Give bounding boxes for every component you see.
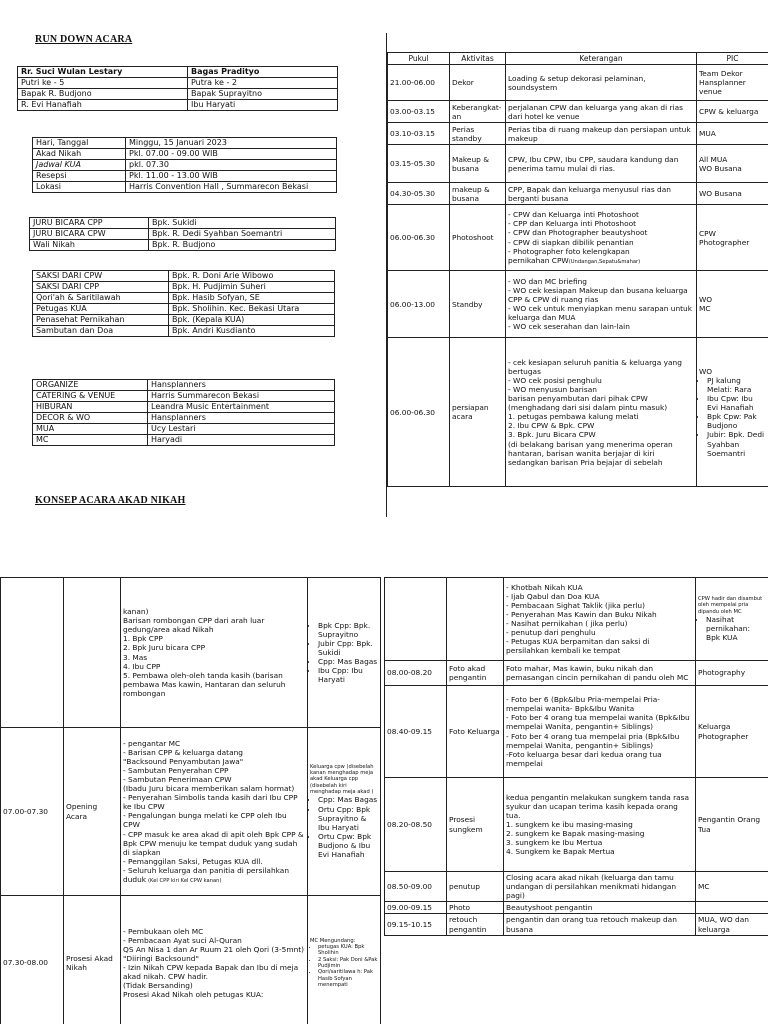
description-cell: [506, 205, 697, 271]
lower-right-row: [385, 902, 768, 914]
description-line: - Penyerahan Mas Kawin dan Buku Nikah: [506, 609, 657, 619]
time-cell: 03.10-03.15: [388, 123, 450, 145]
event-row: [33, 160, 337, 171]
pic-note: Keluarga cpw (disebelah kanan menghadap meja akad Keluarga cpp (disebelah kiri menghadap meja akad ): [310, 763, 374, 796]
description-line: "Diiringi Backsound": [123, 953, 199, 963]
description-note: (Undangan,Sepatu&mahar): [568, 258, 641, 265]
description-line: - Ijab Qabul dan Doa KUA: [506, 591, 600, 601]
description-line: Loading & setup dekorasi pelaminan, soundsystem: [508, 73, 646, 92]
vendor-row: [33, 380, 335, 391]
vendor-row: [33, 402, 335, 413]
description-line: - WO dan MC briefing: [508, 276, 587, 286]
speaker-row: [30, 240, 336, 251]
vendor-label: ORGANIZE: [33, 380, 148, 391]
speaker-value: Bpk. R. Dedi Syahban Soemantri: [149, 229, 336, 240]
pic-line: MUA, WO dan keluarga: [698, 915, 749, 934]
pic-line: MC: [699, 304, 711, 314]
activity-cell: Photo: [447, 902, 504, 914]
description-line: kedua pengantin melakukan sungkem tanda rasa syukur dan ucapan terima kasih kepada orang tua.: [506, 792, 690, 820]
description-line: Barisan rombongan CPP dari arah luar gedung/area akad Nikah: [123, 616, 265, 635]
rundown-row: [388, 65, 768, 101]
family-row: [18, 100, 338, 111]
description-line: 3. sungkem ke Ibu Mertua: [506, 838, 603, 848]
activity-cell: Makeup & busana: [450, 145, 506, 183]
description-cell: [121, 896, 308, 1024]
family-label: Putri ke - 5: [18, 78, 188, 89]
header-aktivitas: Aktivitas: [450, 53, 506, 65]
vendor-row: [33, 424, 335, 435]
time-cell: 03.15-05.30: [388, 145, 450, 183]
description-line: - WO cek untuk menyiapkan menu sarapan untuk keluarga dan MUA: [508, 304, 692, 323]
witness-row: [33, 326, 335, 337]
witness-value: Bpk. Hasib Sofyan, SE: [169, 293, 335, 304]
description-line: - Foto ber 4 orang tua mempelai pria (Bpk&Ibu mempelai Wanita, pengantin+ Siblings): [506, 731, 680, 750]
activity-cell: Foto Keluarga: [447, 686, 504, 778]
vendor-label: HIBURAN: [33, 402, 148, 413]
pic-cell: [308, 896, 381, 1024]
time-cell: 08.20-08.50: [385, 778, 447, 872]
description-line: - WO cek posisi penghulu: [508, 375, 602, 385]
time-cell: 06.00-06.30: [388, 205, 450, 271]
pic-cell: [697, 145, 768, 183]
description-line: - Khotbah Nikah KUA: [506, 582, 583, 592]
pic-list: [310, 944, 378, 988]
description-cell: [121, 728, 308, 896]
activity-cell: persiapan acara: [450, 338, 506, 487]
description-cell: [504, 778, 696, 872]
pic-line: Pengantin Orang Tua: [698, 815, 761, 834]
speaker-label: JURU BICARA CPW: [30, 229, 149, 240]
time-cell: 04.30-05.30: [388, 183, 450, 205]
rundown-row: [388, 123, 768, 145]
activity-cell: penutup: [447, 872, 504, 902]
activity-cell: Prosesi sungkem: [447, 778, 504, 872]
pic-line: WO Busana: [699, 189, 742, 199]
pic-list: [698, 615, 766, 642]
description-line: Prosesi Akad Nikah oleh petugas KUA:: [123, 990, 264, 1000]
pic-line: CPW & keluarga: [699, 107, 759, 117]
description-line: -Foto keluarga besar dari kedua orang tua mempelai: [506, 749, 662, 768]
event-row: [33, 171, 337, 182]
description-line: 1. sungkem ke ibu masing-masing: [506, 819, 633, 829]
description-line: - CPW dan Photographer beautyshoot: [508, 228, 648, 238]
family-label: Bapak R. Budjono: [18, 89, 188, 100]
speakers-table: [29, 217, 336, 251]
activity-cell: [447, 578, 504, 661]
family-value: Bapak Suprayitno: [188, 89, 338, 100]
lower-right-row: [385, 914, 768, 935]
description-line: - Pembukaan oleh MC: [123, 926, 204, 936]
pic-cell: [696, 778, 768, 872]
lower-right-row: [385, 686, 768, 778]
event-label: Jadwal KUA: [33, 160, 126, 171]
pic-note: CPW hadir dan disambut oleh mempelai pria dipandu oleh MC: [698, 595, 763, 615]
description-line: QS An Nisa 1 dan Ar Ruum 21 oleh Qori (3-5mnt): [123, 944, 305, 954]
vendor-value: Leandra Music Entertainment: [148, 402, 335, 413]
rundown-table: [387, 52, 768, 487]
description-line: - Pemanggilan Saksi, Petugas KUA dll.: [123, 856, 263, 866]
time-cell: 08.40-09.15: [385, 686, 447, 778]
description-line: 3. Bpk. Juru Bicara CPW: [508, 430, 596, 440]
pic-list-item: • 2 Saksi: Pak Doni &Pak Pudjimin: [318, 957, 378, 970]
activity-cell: Standby: [450, 271, 506, 338]
description-line: - cek kesiapan seluruh panitia & keluarga yang bertugas: [508, 357, 682, 376]
event-row: [33, 182, 337, 193]
rundown-row: [388, 183, 768, 205]
pic-list-item: • Ortu Cpw: Bpk Budjono & Ibu Evi Hanafiah: [318, 832, 378, 859]
description-line: Foto mahar, Mas kawin, buku nikah dan pemasangan cincin pernikahan di pandu oleh MC: [506, 663, 689, 682]
pic-list-item: • Ibu Cpp: Ibu Haryati: [318, 666, 378, 684]
vendor-value: Hansplanners: [148, 380, 335, 391]
event-value: Minggu, 15 Januari 2023: [126, 138, 337, 149]
pic-cell: [697, 101, 768, 123]
pic-list: [310, 795, 378, 859]
description-cell: [504, 902, 696, 914]
description-cell: [506, 271, 697, 338]
family-row: [18, 78, 338, 89]
description-line: - CPW di siapkan dibilik penantian: [508, 237, 634, 247]
header-keterangan: Keterangan: [506, 53, 697, 65]
pic-list-item: • Nasihat pernikahan: Bpk KUA: [706, 615, 766, 642]
witness-row: [33, 271, 335, 282]
header-pic: PIC: [697, 53, 768, 65]
family-label: R. Evi Hanafiah: [18, 100, 188, 111]
pic-line: Photography: [698, 668, 746, 678]
description-line: - Seluruh keluarga dan panitia di persilahkan duduk: [123, 866, 289, 885]
speaker-label: Wali Nikah: [30, 240, 149, 251]
description-line: barisan penyambutan dari pihak CPW (menghadang dari sisi dalam pintu masuk): [508, 394, 668, 413]
description-line: - CPP masuk ke area akad di apit oleh Bpk CPP & Bpk CPW menuju ke tempat duduk yang sudah di siapkan: [123, 829, 304, 857]
description-line: - Petugas KUA berpamitan dan saksi di persilahkan kembali ke tempat: [506, 637, 650, 656]
activity-cell: Foto akad pengantin: [447, 661, 504, 686]
pic-line: CPW Photographer: [699, 228, 750, 247]
witness-row: [33, 293, 335, 304]
witness-label: Penasehat Pernikahan: [33, 315, 169, 326]
pic-cell: [697, 183, 768, 205]
pic-list-item: • Jubir Cpp: Bpk. Sukidi: [318, 639, 378, 657]
description-line: - WO menyusun barisan: [508, 384, 597, 394]
event-table: [32, 137, 337, 193]
pic-list-item: • Jubir: Bpk. Dedi Syahban Soemantri: [707, 430, 766, 457]
pic-list-item: • Ortu Cpp: Bpk Suprayitno & Ibu Haryati: [318, 805, 378, 832]
lower-left-row: [1, 896, 381, 1024]
time-cell: 08.50-09.00: [385, 872, 447, 902]
lower-left-row: [1, 578, 381, 728]
witness-row: [33, 304, 335, 315]
witness-value: Bpk. Andri Kusdianto: [169, 326, 335, 337]
pic-cell: [696, 661, 768, 686]
witness-label: Qori'ah & Saritilawah: [33, 293, 169, 304]
family-value: Putra ke - 2: [188, 78, 338, 89]
description-cell: [504, 661, 696, 686]
description-line: - CPW dan Keluarga inti Photoshoot: [508, 210, 639, 220]
vendor-label: MUA: [33, 424, 148, 435]
pic-cell: [696, 872, 768, 902]
description-line: - WO cek kesiapan Makeup dan busana keluarga CPP & CPW di ruang rias: [508, 286, 688, 305]
description-cell: [504, 686, 696, 778]
pic-line: MUA: [699, 129, 716, 139]
description-line: - Photographer foto kelengkapan: [508, 246, 630, 256]
description-line: CPP, Bapak dan keluarga menyusul rias dan berganti busana: [508, 184, 671, 203]
description-line: - penutup dari penghulu: [506, 628, 596, 638]
witness-value: Bpk. H. Pudjimin Suheri: [169, 282, 335, 293]
time-cell: [1, 578, 64, 728]
rundown-row: [388, 205, 768, 271]
activity-cell: retouch pengantin: [447, 914, 504, 935]
time-cell: [385, 578, 447, 661]
activity-cell: Dekor: [450, 65, 506, 101]
witness-row: [33, 282, 335, 293]
vendor-value: Harris Summarecon Bekasi: [148, 391, 335, 402]
description-line: 2. sungkem ke Bapak masing-masing: [506, 829, 645, 839]
description-line: "Backsound Penyambutan Jawa": [123, 756, 244, 766]
event-label: Lokasi: [33, 182, 126, 193]
description-cell: [121, 578, 308, 728]
event-value: Pkl. 11.00 - 13.00 WIB: [126, 171, 337, 182]
pic-list-item: • Cpp: Mas Bagas: [318, 657, 378, 666]
pic-cell: [696, 578, 768, 661]
pic-cell: [697, 338, 768, 487]
event-row: [33, 138, 337, 149]
rundown-row: [388, 101, 768, 123]
pic-list-item: WO: [699, 366, 713, 376]
lower-right-row: [385, 578, 768, 661]
event-value: Harris Convention Hall , Summarecon Bekasi: [126, 182, 337, 193]
description-line: 2. Bpk Juru bicara CPP: [123, 643, 206, 653]
description-cell: [506, 123, 697, 145]
description-line: 1. Bpk CPP: [123, 634, 163, 644]
description-line: - Nasihat pernikahan ( jika perlu): [506, 619, 628, 628]
activity-cell: Opening Acara: [64, 728, 121, 896]
description-line: Closing acara akad nikah (keluarga dan tamu undangan di persilahkan menikmati hidangan pagi): [506, 873, 677, 901]
family-table: [17, 66, 338, 111]
description-line: 4. Sungkem ke Bapak Mertua: [506, 847, 615, 857]
witness-value: Bpk. (Kepala KUA): [169, 315, 335, 326]
witness-label: Sambutan dan Doa: [33, 326, 169, 337]
witness-label: SAKSI DARI CPP: [33, 282, 169, 293]
vendor-table: [32, 379, 335, 446]
family-value: Bagas Pradityo: [188, 67, 338, 78]
description-line: - Izin Nikah CPW kepada Bapak dan Ibu di meja akad nikah. CPW hadir.: [123, 963, 299, 982]
pic-line: WO: [699, 295, 713, 305]
description-line: (Ibadu Juru bicara memberikan salam hormat): [123, 784, 295, 794]
description-line: - Pembacaan Sighat Taklik (jika perlu): [506, 600, 645, 610]
family-value: Ibu Haryati: [188, 100, 338, 111]
description-line: CPW, Ibu CPW, Ibu CPP, saudara kandung dan penerima tamu mulai di rias.: [508, 154, 679, 173]
pic-list-item: • PJ kalung Melati: Rara: [707, 376, 766, 394]
family-label: Rr. Suci Wulan Lestary: [18, 67, 188, 78]
description-line: Perias tiba di ruang makeup dan persiapan untuk makeup: [508, 124, 691, 143]
witness-table: [32, 270, 335, 337]
activity-cell: makeup & busana: [450, 183, 506, 205]
event-label: Resepsi: [33, 171, 126, 182]
time-cell: 06.00-06.30: [388, 338, 450, 487]
description-line: (di belakang barisan yang menerima operan hantaran, barisan wanita berjajar di kiri sedangkan barisan Pria bejajar di sebelah: [508, 439, 673, 467]
pic-list-item: • Qori/saritilawa h: Pak Hasib Sofyan menempati: [318, 969, 378, 988]
pic-note: MC Mengundang:: [310, 937, 356, 944]
pic-cell: [697, 205, 768, 271]
activity-cell: [64, 578, 121, 728]
lower-right-row: [385, 872, 768, 902]
description-line: - pengantar MC: [123, 738, 181, 748]
event-label: Hari, Tanggal: [33, 138, 126, 149]
pic-line: Team Dekor Hansplanner venue: [699, 69, 746, 97]
pic-list-item: • Bpk Cpw: Pak Budjono: [707, 412, 766, 430]
time-cell: 07.00-07.30: [1, 728, 64, 896]
event-label: Akad Nikah: [33, 149, 126, 160]
pic-line: Keluarga Photographer: [698, 722, 749, 741]
vendor-row: [33, 435, 335, 446]
pic-cell: [308, 728, 381, 896]
description-line: - Pembacaan Ayat suci Al-Quran: [123, 935, 242, 945]
speaker-value: Bpk. Sukidi: [149, 218, 336, 229]
witness-value: Bpk. Sholihin. Kec. Bekasi Utara: [169, 304, 335, 315]
activity-cell: Prosesi Akad Nikah: [64, 896, 121, 1024]
description-line: - WO cek seserahan dan lain-lain: [508, 322, 630, 332]
description-line: 2. Ibu CPW & Bpk. CPW: [508, 421, 595, 431]
pic-list-item: • petugas KUA: Bpk Sholihin: [318, 944, 378, 957]
description-line: - Barisan CPP & keluarga datang: [123, 747, 243, 757]
description-cell: [506, 183, 697, 205]
pic-list: [310, 621, 378, 685]
vendor-label: MC: [33, 435, 148, 446]
speaker-row: [30, 218, 336, 229]
description-line: - Penyerahan Simbolis tanda kasih dari Ibu CPP ke Ibu CPW: [123, 793, 298, 812]
description-cell: [504, 914, 696, 935]
time-cell: 08.00-08.20: [385, 661, 447, 686]
witness-label: Petugas KUA: [33, 304, 169, 315]
description-note: (Kel CPP kiri Kel CPW kanan): [148, 878, 222, 885]
description-cell: [506, 145, 697, 183]
title-run-down: RUN DOWN ACARA: [35, 34, 133, 45]
vendor-value: Haryadi: [148, 435, 335, 446]
description-cell: [506, 101, 697, 123]
witness-label: SAKSI DARI CPW: [33, 271, 169, 282]
pic-line: MC: [698, 882, 710, 892]
lower-right-row: [385, 778, 768, 872]
activity-cell: Photoshoot: [450, 205, 506, 271]
family-row: [18, 89, 338, 100]
time-cell: 03.00-03.15: [388, 101, 450, 123]
description-line: 4. Ibu CPP: [123, 661, 161, 671]
pic-list-item: • Cpp: Mas Bagas: [318, 795, 378, 804]
description-line: (Tidak Bersanding): [123, 981, 193, 991]
vendor-label: CATERING & VENUE: [33, 391, 148, 402]
event-value: Pkl. 07.00 - 09.00 WIB: [126, 149, 337, 160]
vendor-value: Ucy Lestari: [148, 424, 335, 435]
description-line: pernikahan CPW: [508, 255, 569, 265]
speaker-label: JURU BICARA CPP: [30, 218, 149, 229]
description-line: - CPP dan Keluarga inti Photoshoot: [508, 219, 637, 229]
vendor-row: [33, 391, 335, 402]
lower-left-row: [1, 728, 381, 896]
pic-list: [699, 367, 766, 458]
pic-cell: [697, 123, 768, 145]
family-row: [18, 67, 338, 78]
pic-line: WO Busana: [699, 163, 742, 173]
time-cell: 06.00-13.00: [388, 271, 450, 338]
vendor-label: DECOR & WO: [33, 413, 148, 424]
description-line: - Foto ber 6 (Bpk&Ibu Pria-mempelai Pria-mempelai wanita- Bpk&Ibu Wanita: [506, 695, 660, 714]
pic-cell: [696, 686, 768, 778]
speaker-value: Bpk. R. Budjono: [149, 240, 336, 251]
title-konsep-akad: KONSEP ACARA AKAD NIKAH: [35, 495, 186, 506]
witness-row: [33, 315, 335, 326]
rundown-row: [388, 338, 768, 487]
activity-cell: Keberangkat-an: [450, 101, 506, 123]
pic-list-item: • Bpk Cpp: Bpk. Suprayitno: [318, 621, 378, 639]
pic-cell: [308, 578, 381, 728]
pic-cell: [696, 902, 768, 914]
description-line: 3. Mas: [123, 652, 148, 662]
akad-table-left: [0, 577, 381, 1024]
description-line: pengantin dan orang tua retouch makeup dan busana: [506, 915, 677, 934]
time-cell: 21.00-06.00: [388, 65, 450, 101]
rundown-row: [388, 271, 768, 338]
time-cell: 09.00-09.15: [385, 902, 447, 914]
pic-cell: [696, 914, 768, 935]
description-cell: [506, 338, 697, 487]
lower-right-row: [385, 661, 768, 686]
description-line: kanan): [123, 606, 149, 616]
event-row: [33, 149, 337, 160]
description-cell: [506, 65, 697, 101]
pic-line: All MUA: [699, 154, 728, 164]
witness-value: Bpk. R. Doni Arie Wibowo: [169, 271, 335, 282]
event-value: pkl. 07.30: [126, 160, 337, 171]
description-line: - Sambutan Penyerahan CPP: [123, 765, 229, 775]
rundown-row: [388, 145, 768, 183]
description-line: Beautyshoot pengantin: [506, 903, 593, 913]
time-cell: 09.15-10.15: [385, 914, 447, 935]
description-line: 1. petugas pembawa kalung melati: [508, 412, 639, 422]
activity-cell: Perias standby: [450, 123, 506, 145]
vendor-value: Hansplanners: [148, 413, 335, 424]
time-cell: 07.30-08.00: [1, 896, 64, 1024]
pic-cell: [697, 65, 768, 101]
pic-cell: [697, 271, 768, 338]
description-line: - Sambutan Penerimaan CPW: [123, 774, 232, 784]
header-pukul: Pukul: [388, 53, 450, 65]
description-line: 5. Pembawa oleh-oleh tanda kasih (barisan pembawa Mas kawin, Hantaran dan seluruh rombongan: [123, 670, 286, 698]
vendor-row: [33, 413, 335, 424]
description-cell: [504, 872, 696, 902]
description-line: - Pengalungan bunga melati ke CPP oleh Ibu CPW: [123, 811, 287, 830]
description-line: - Foto ber 4 orang tua mempelai wanita (Bpk&Ibu mempelai Wanita, pengantin+ Siblings): [506, 713, 690, 732]
pic-list-item: • Ibu Cpw: Ibu Evi Hanafiah: [707, 394, 766, 412]
akad-table-right: [384, 577, 768, 936]
speaker-row: [30, 229, 336, 240]
description-line: perjalanan CPW dan keluarga yang akan di rias dari hotel ke venue: [508, 102, 683, 121]
description-cell: [504, 578, 696, 661]
